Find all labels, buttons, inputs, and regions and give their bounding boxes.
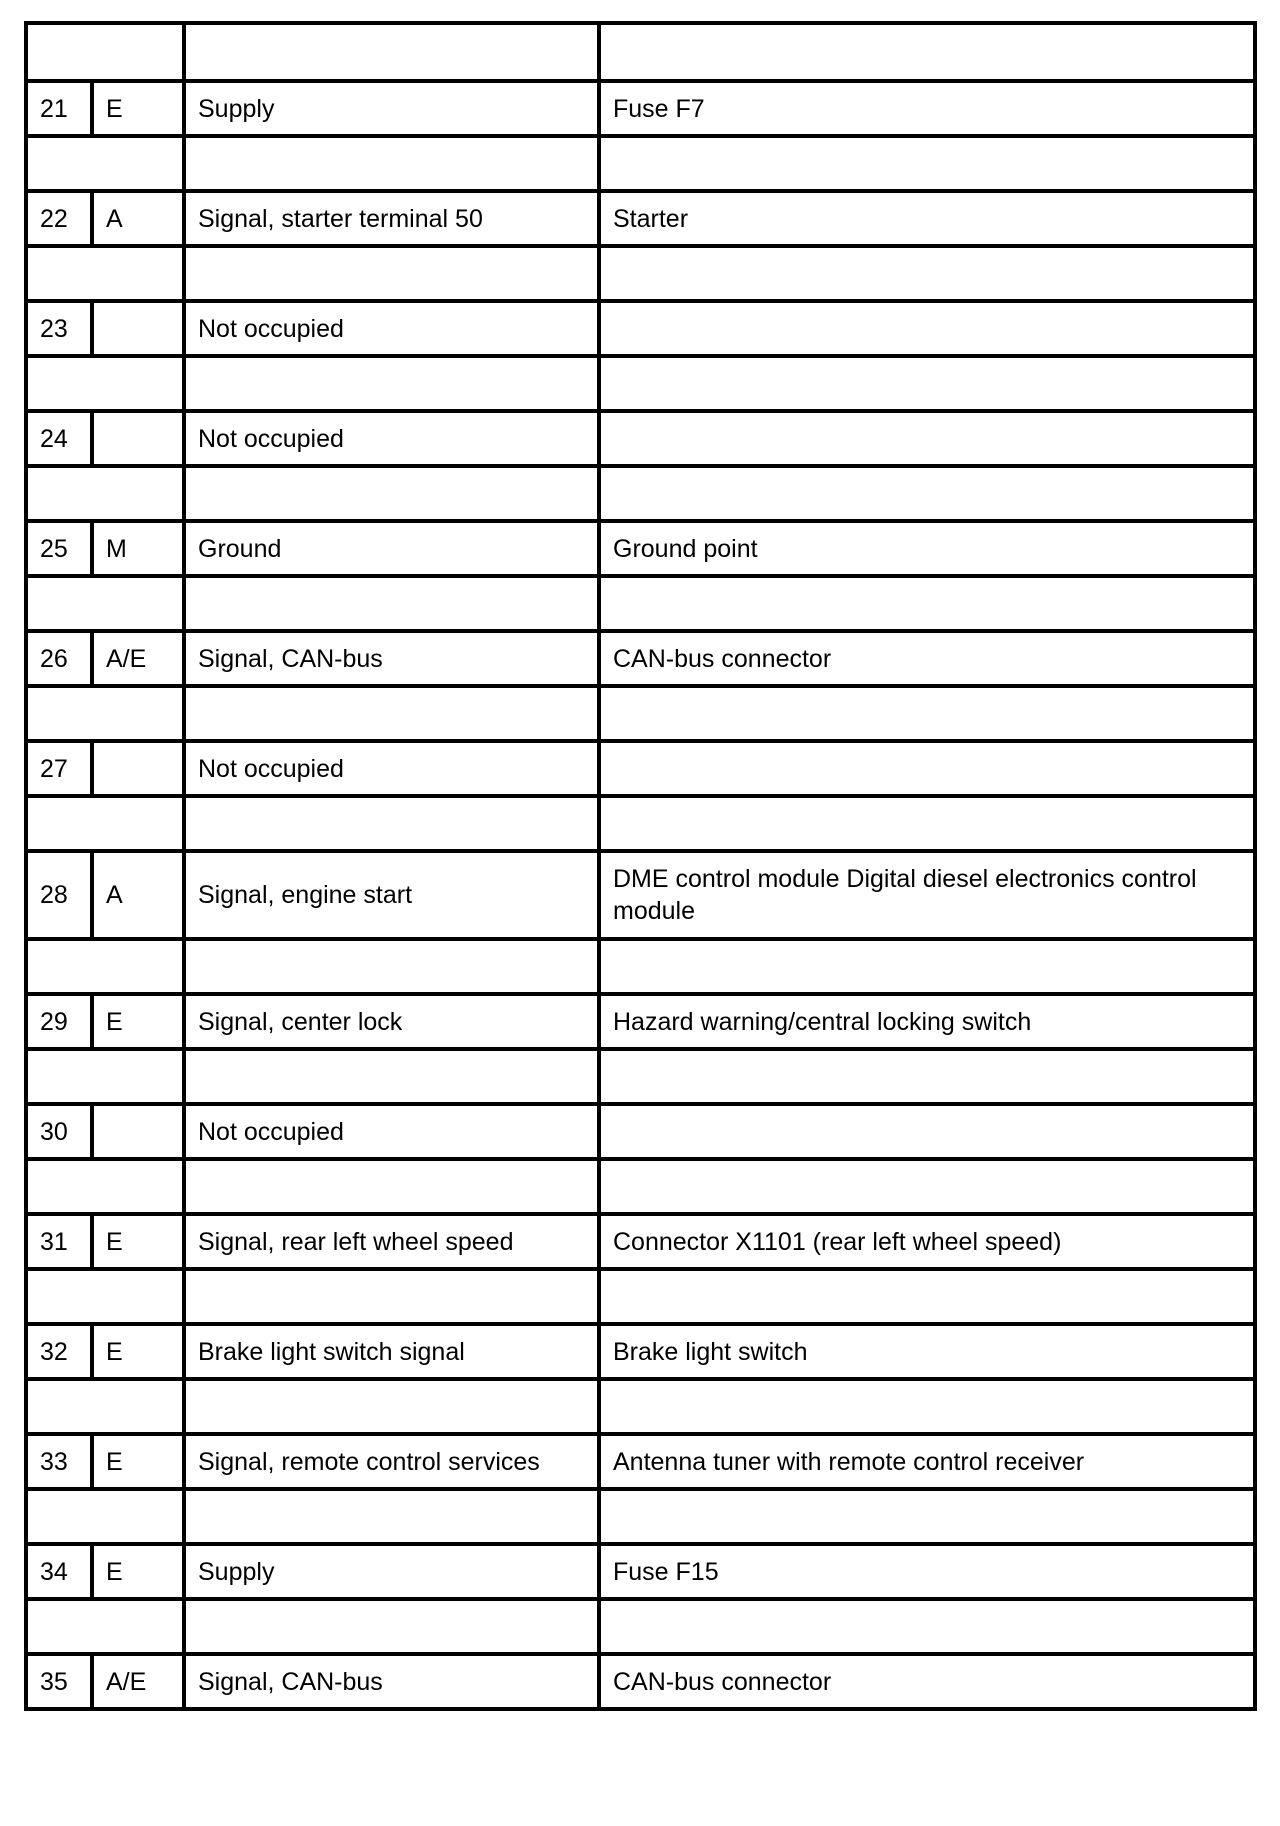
empty-cell xyxy=(184,939,599,994)
empty-cell xyxy=(26,1049,184,1104)
connection-cell: Starter xyxy=(599,191,1255,246)
empty-cell xyxy=(184,1159,599,1214)
connection-cell xyxy=(599,301,1255,356)
io-type-cell: E xyxy=(92,1544,184,1599)
function-cell: Signal, CAN-bus xyxy=(184,1654,599,1709)
empty-cell xyxy=(599,136,1255,191)
io-type-cell xyxy=(92,1104,184,1159)
pin-table-body xyxy=(26,23,1255,1709)
empty-cell xyxy=(184,686,599,741)
empty-cell xyxy=(26,1599,184,1654)
connection-cell: Brake light switch xyxy=(599,1324,1255,1379)
empty-cell xyxy=(26,686,184,741)
table-spacer-row xyxy=(26,1489,1255,1544)
pin-number-cell: 26 xyxy=(26,631,92,686)
empty-cell xyxy=(184,1379,599,1434)
empty-cell xyxy=(599,356,1255,411)
function-cell: Ground xyxy=(184,521,599,576)
table-row xyxy=(26,851,1255,939)
empty-cell xyxy=(26,576,184,631)
empty-cell xyxy=(599,1159,1255,1214)
table-spacer-row xyxy=(26,1049,1255,1104)
table-row xyxy=(26,741,1255,796)
connection-cell: Antenna tuner with remote control receiver xyxy=(599,1434,1255,1489)
empty-cell xyxy=(26,1379,184,1434)
empty-cell xyxy=(184,1049,599,1104)
empty-cell xyxy=(599,939,1255,994)
function-cell: Signal, engine start xyxy=(184,851,599,939)
connection-cell xyxy=(599,741,1255,796)
pin-number-cell: 23 xyxy=(26,301,92,356)
pin-number-cell: 28 xyxy=(26,851,92,939)
table-row xyxy=(26,301,1255,356)
empty-cell xyxy=(599,246,1255,301)
connection-cell: Ground point xyxy=(599,521,1255,576)
table-spacer-row xyxy=(26,939,1255,994)
table-row xyxy=(26,191,1255,246)
io-type-cell: E xyxy=(92,1434,184,1489)
pin-number-cell: 32 xyxy=(26,1324,92,1379)
empty-cell xyxy=(184,796,599,851)
pin-number-cell: 25 xyxy=(26,521,92,576)
pin-number-cell: 27 xyxy=(26,741,92,796)
empty-cell xyxy=(26,939,184,994)
empty-cell xyxy=(599,796,1255,851)
empty-cell xyxy=(599,23,1255,81)
table-spacer-row xyxy=(26,356,1255,411)
empty-cell xyxy=(599,466,1255,521)
table-spacer-row xyxy=(26,1269,1255,1324)
table-row xyxy=(26,411,1255,466)
empty-cell xyxy=(599,1049,1255,1104)
table-spacer-row xyxy=(26,1599,1255,1654)
pin-number-cell: 29 xyxy=(26,994,92,1049)
pin-number-cell: 22 xyxy=(26,191,92,246)
empty-cell xyxy=(599,576,1255,631)
table-row xyxy=(26,1544,1255,1599)
function-cell: Not occupied xyxy=(184,1104,599,1159)
empty-cell xyxy=(184,356,599,411)
pin-number-cell: 33 xyxy=(26,1434,92,1489)
pin-number-cell: 34 xyxy=(26,1544,92,1599)
table-row xyxy=(26,1324,1255,1379)
connection-cell: CAN-bus connector xyxy=(599,1654,1255,1709)
table-spacer-row xyxy=(26,136,1255,191)
io-type-cell: A/E xyxy=(92,1654,184,1709)
table-spacer-row xyxy=(26,796,1255,851)
io-type-cell xyxy=(92,741,184,796)
empty-cell xyxy=(26,246,184,301)
function-cell: Supply xyxy=(184,1544,599,1599)
empty-cell xyxy=(26,1489,184,1544)
function-cell: Supply xyxy=(184,81,599,136)
function-cell: Signal, remote control services xyxy=(184,1434,599,1489)
table-spacer-row xyxy=(26,576,1255,631)
io-type-cell: E xyxy=(92,1324,184,1379)
table-row xyxy=(26,521,1255,576)
io-type-cell: A/E xyxy=(92,631,184,686)
function-cell: Signal, center lock xyxy=(184,994,599,1049)
table-row xyxy=(26,1434,1255,1489)
function-cell: Signal, starter terminal 50 xyxy=(184,191,599,246)
empty-cell xyxy=(26,136,184,191)
empty-cell xyxy=(599,1269,1255,1324)
pin-number-cell: 30 xyxy=(26,1104,92,1159)
io-type-cell: A xyxy=(92,191,184,246)
function-cell: Not occupied xyxy=(184,411,599,466)
table-spacer-row xyxy=(26,1159,1255,1214)
empty-cell xyxy=(184,136,599,191)
table-spacer-row xyxy=(26,246,1255,301)
table-spacer-row xyxy=(26,23,1255,81)
empty-cell xyxy=(26,1269,184,1324)
empty-cell xyxy=(184,246,599,301)
connection-cell: DME control module Digital diesel electronics control module xyxy=(599,851,1255,939)
empty-cell xyxy=(184,23,599,81)
connection-cell: Connector X1101 (rear left wheel speed) xyxy=(599,1214,1255,1269)
empty-cell xyxy=(26,796,184,851)
table-spacer-row xyxy=(26,1379,1255,1434)
table-row xyxy=(26,1104,1255,1159)
io-type-cell: E xyxy=(92,994,184,1049)
table-row xyxy=(26,994,1255,1049)
io-type-cell: E xyxy=(92,1214,184,1269)
io-type-cell: A xyxy=(92,851,184,939)
pin-number-cell: 21 xyxy=(26,81,92,136)
empty-cell xyxy=(599,686,1255,741)
table-row xyxy=(26,1654,1255,1709)
pin-number-cell: 24 xyxy=(26,411,92,466)
table-spacer-row xyxy=(26,466,1255,521)
connection-cell: Fuse F15 xyxy=(599,1544,1255,1599)
table-row xyxy=(26,81,1255,136)
table-row xyxy=(26,1214,1255,1269)
empty-cell xyxy=(184,466,599,521)
empty-cell xyxy=(599,1489,1255,1544)
io-type-cell: E xyxy=(92,81,184,136)
pin-number-cell: 31 xyxy=(26,1214,92,1269)
empty-cell xyxy=(26,1159,184,1214)
empty-cell xyxy=(26,466,184,521)
table-spacer-row xyxy=(26,686,1255,741)
empty-cell xyxy=(184,1269,599,1324)
io-type-cell xyxy=(92,411,184,466)
function-cell: Not occupied xyxy=(184,301,599,356)
io-type-cell: M xyxy=(92,521,184,576)
pin-number-cell: 35 xyxy=(26,1654,92,1709)
pin-assignment-table xyxy=(24,21,1257,1711)
connection-cell: Fuse F7 xyxy=(599,81,1255,136)
empty-cell xyxy=(184,1599,599,1654)
connection-cell: CAN-bus connector xyxy=(599,631,1255,686)
table-row xyxy=(26,631,1255,686)
function-cell: Signal, CAN-bus xyxy=(184,631,599,686)
connection-cell: Hazard warning/central locking switch xyxy=(599,994,1255,1049)
empty-cell xyxy=(599,1599,1255,1654)
empty-cell xyxy=(26,356,184,411)
empty-cell xyxy=(26,23,184,81)
empty-cell xyxy=(184,576,599,631)
empty-cell xyxy=(599,1379,1255,1434)
connection-cell xyxy=(599,1104,1255,1159)
empty-cell xyxy=(184,1489,599,1544)
function-cell: Signal, rear left wheel speed xyxy=(184,1214,599,1269)
connection-cell xyxy=(599,411,1255,466)
function-cell: Brake light switch signal xyxy=(184,1324,599,1379)
function-cell: Not occupied xyxy=(184,741,599,796)
io-type-cell xyxy=(92,301,184,356)
